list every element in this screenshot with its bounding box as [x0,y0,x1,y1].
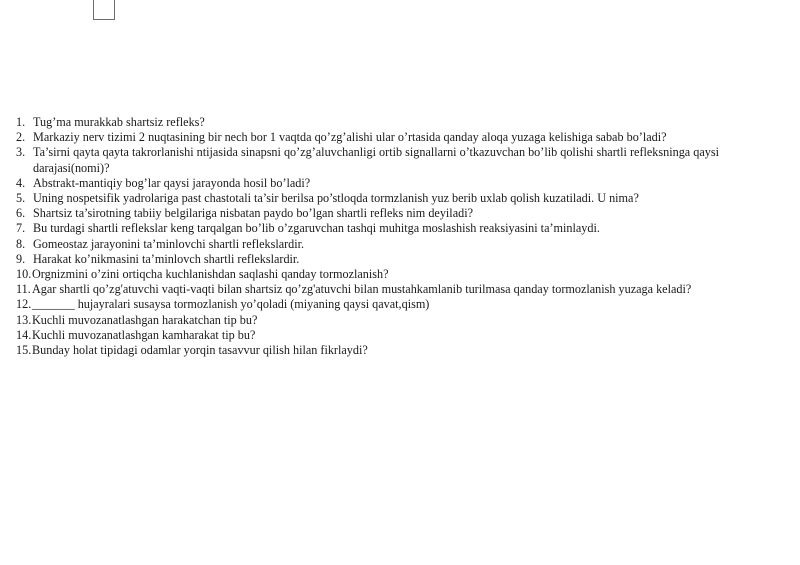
question-text: Markaziy nerv tizimi 2 nuqtasining bir nech bor 1 vaqtda qo’zg’alishi ular o’rtasida qanday aloqa yuzaga kelishiga sabab bo’ladi? [33,130,667,145]
question-item [16,237,786,252]
question-item [16,282,786,297]
question-text: hujayralari susaysa tormozlanish yo’qoladi (miyaning qaysi qavat,qism) [77,297,430,312]
question-item [16,328,786,343]
question-text: Bu turdagi shartli reflekslar keng tarqalgan bo’lib o’zgaruvchan tashqi muhitga moslashish reaksiyasini ta’minlaydi. [33,221,600,236]
question-number: 15. [16,343,32,358]
question-number: 7. [16,221,26,236]
question-number: 9. [16,251,26,266]
question-text: Agar shartli qo’zg'atuvchi vaqti-vaqti bilan shartsiz qo’zg'atuvchi bilan mustahkamlanib turilmasa qanday tormozlanish yuzaga keladi? [32,282,692,297]
question-text: Shartsiz ta’sirotning tabiiy belgilariga nisbatan paydo bo’lgan shartli refleks nim deyiladi? [33,206,473,221]
question-number: 2. [16,130,26,145]
question-item [16,115,786,130]
question-text: Kuchli muvozanatlashgan kamharakat tip bu? [32,327,256,342]
question-number: 14. [16,327,32,342]
question-number: 11. [16,282,31,297]
question-text: Bunday holat tipidagi odamlar yorqin tasavvur qilish hilan fikrlaydi? [32,343,368,358]
question-text: Gomeostaz jarayonini ta’minlovchi shartli reflekslardir. [33,236,305,251]
question-item [16,145,786,175]
question-number: 1. [16,115,26,129]
question-text: Kuchli muvozanatlashgan harakatchan tip bu? [32,312,258,327]
question-number: 4. [16,175,26,190]
question-number: 13. [16,312,32,327]
question-number: 8. [16,236,26,251]
question-text: Abstrakt-mantiqiy bog’lar qaysi jarayonda hosil bo’ladi? [33,175,311,190]
question-item [16,191,786,206]
question-text: Tug’ma murakkab shartsiz refleks? [33,115,205,129]
question-number: 3. [16,145,26,160]
checkbox[interactable] [93,0,115,20]
question-item [16,297,786,312]
question-text-with-blank [32,297,786,312]
question-item [16,176,786,191]
question-number: 5. [16,191,26,206]
question-text: Ta’sirni qayta qayta takrorlanishi ntijasida sinapsni qo’zg’aluvchanligi ortib signallarni o’tkazuvchan bo’lib qolishi shartli refleksninga qaysi darajasi(nomi)? [33,145,719,175]
question-item [16,343,786,358]
question-item [16,221,786,236]
question-item [16,206,786,221]
question-list [16,115,786,358]
fill-in-blank: _______ [32,297,75,312]
question-number: 6. [16,206,26,221]
question-item [16,313,786,328]
question-item [16,252,786,267]
question-number: 12. [16,297,32,312]
question-text: Uning nospetsifik yadrolariga past chastotali ta’sir berilsa po’stloqda tormzlanish yuz berib uxlab qolish kuzatiladi. U nima? [33,191,639,206]
question-number: 10. [16,267,32,282]
question-item [16,267,786,282]
question-text: Harakat ko’nikmasini ta’minlovch shartli reflekslardir. [33,251,300,266]
question-item [16,130,786,145]
question-text: Orgnizmini o’zini ortiqcha kuchlanishdan saqlashi qanday tormozlanish? [32,267,389,282]
